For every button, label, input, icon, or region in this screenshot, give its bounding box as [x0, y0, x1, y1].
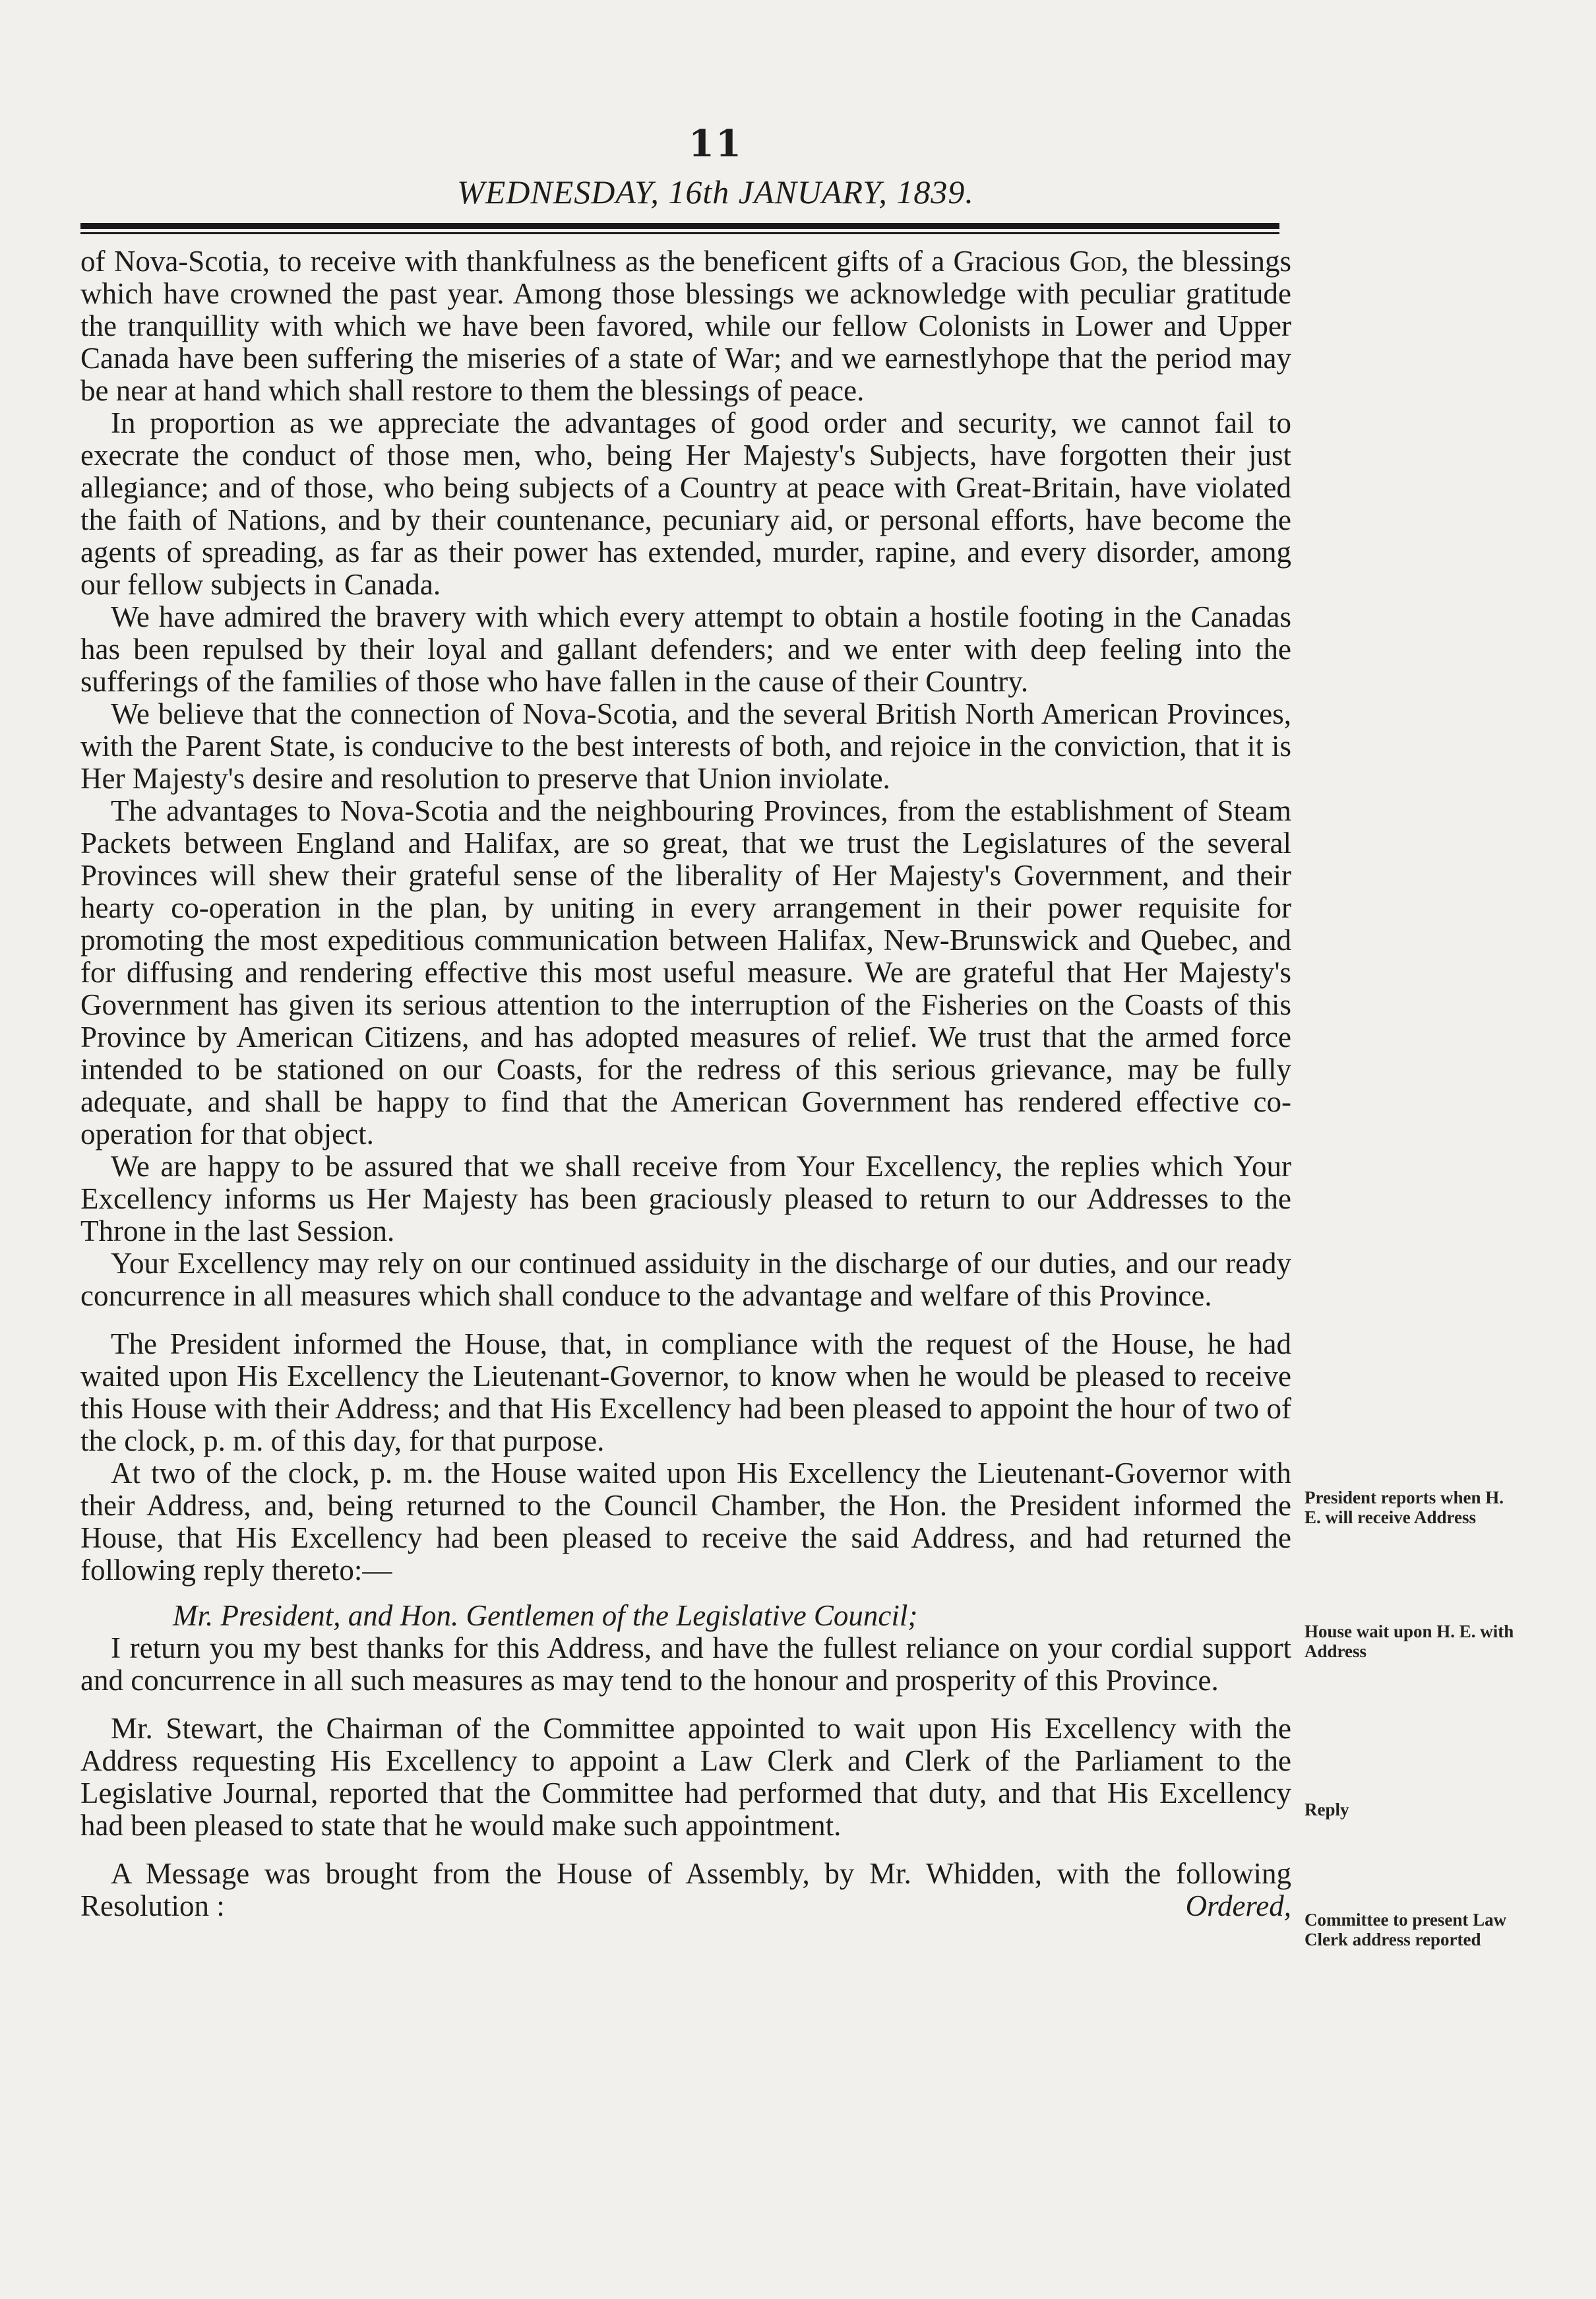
- president-report-paragraph: The President informed the House, that, in compliance with the request of the House, he had waited upon His Excellency the Lieutenant-Governor, to know when he would be pleased to receive this House with their Address; and that His Excellency had been pleased to appoint the hour of two of the clock, p. m. of this day, for that purpose.: [80, 1327, 1291, 1457]
- address-paragraph: of Nova-Scotia, to receive with thankfulness as the beneficent gifts of a Gracious God, the blessings which have crowned the past year. Among those blessings we acknowledge with peculiar gratitude the tranquillity with which we have been favored, while our fellow Colonists in Lower and Upper Canada have been suffering the miseries of a state of War; and we earnestlyhope that the period may be near at hand which shall restore to them the blessings of peace.: [80, 245, 1291, 407]
- catchword: Ordered,: [1185, 1889, 1291, 1922]
- margin-note-president-reports: President reports when H. E. will receive Address: [1304, 1488, 1504, 1527]
- page-number: 11: [689, 122, 743, 166]
- header-rule-thin: [80, 232, 1279, 234]
- journal-body: [80, 245, 1291, 1922]
- committee-report-paragraph: Mr. Stewart, the Chairman of the Committee appointed to wait upon His Excellency with the Address requesting His Excellency to appoint a Law Clerk and Clerk of the Parliament to the Legislative Journal, reported that the Committee had performed that duty, and that His Excellency had been pleased to state that he would make such appointment.: [80, 1712, 1291, 1842]
- message-paragraph: A Message was brought from the House of Assembly, by Mr. Whidden, with the following Resolution : Ordered,: [80, 1857, 1291, 1922]
- margin-note-house-wait: House wait upon H. E. with Address: [1304, 1622, 1514, 1661]
- house-waits-paragraph: At two of the clock, p. m. the House waited upon His Excellency the Lieutenant-Governor with their Address, and, being returned to the Council Chamber, the Hon. the President informed the House, that His Excellency had been pleased to receive the said Address, and had returned the following reply thereto:—: [80, 1457, 1291, 1587]
- reply-salutation: Mr. President, and Hon. Gentlemen of the Legislative Council;: [173, 1599, 918, 1632]
- address-paragraph: We have admired the bravery with which every attempt to obtain a hostile footing in the Canadas has been repulsed by their loyal and gallant defenders; and we enter with deep feeling into the sufferings of the families of those who have fallen in the cause of their Country.: [80, 600, 1291, 698]
- margin-note-committee: Committee to present Law Clerk address reported: [1304, 1910, 1507, 1949]
- margin-note-reply: Reply: [1304, 1800, 1349, 1819]
- address-paragraph: We are happy to be assured that we shall receive from Your Excellency, the replies which Your Excellency informs us Her Majesty has been graciously pleased to return to our Addresses to the Throne in the last Session.: [80, 1150, 1291, 1247]
- reply-paragraph: I return you my best thanks for this Address, and have the fullest reliance on your cordial support and concurrence in all such measures as may tend to the honour and prosperity of this Province.: [80, 1631, 1291, 1697]
- address-paragraph: Your Excellency may rely on our continued assiduity in the discharge of our duties, and our ready concurrence in all measures which shall conduce to the advantage and welfare of this Province.: [80, 1247, 1291, 1312]
- header-rule-thick: [80, 223, 1279, 229]
- address-paragraph: In proportion as we appreciate the advantages of good order and security, we cannot fail to execrate the conduct of those men, who, being Her Majesty's Subjects, have forgotten their just allegiance; and of those, who being subjects of a Country at peace with Great-Britain, have violated the faith of Nations, and by their countenance, pecuniary aid, or personal efforts, have become the agents of spreading, as far as their power has extended, murder, rapine, and every disorder, among our fellow subjects in Canada.: [80, 406, 1291, 601]
- address-paragraph: We believe that the connection of Nova-Scotia, and the several British North American Provinces, with the Parent State, is conducive to the best interests of both, and rejoice in the conviction, that it is Her Majesty's desire and resolution to preserve that Union inviolate.: [80, 697, 1291, 795]
- address-paragraph: The advantages to Nova-Scotia and the neighbouring Provinces, from the establishment of Steam Packets between England and Halifax, are so great, that we trust the Legislatures of the several Provinces will shew their grateful sense of the liberality of Her Majesty's Government, and their hearty co-operation in the plan, by uniting in every arrangement in their power requisite for promoting the most expeditious communication between Halifax, New-Brunswick and Quebec, and for diffusing and rendering effective this most useful measure. We are grateful that Her Majesty's Government has given its serious attention to the interruption of the Fisheries on the Coasts of this Province by American Citizens, and has adopted measures of relief. We trust that the armed force intended to be stationed on our Coasts, for the redress of this serious grievance, may be fully adequate, and shall be happy to find that the American Government has rendered effective co-operation for that object.: [80, 794, 1291, 1150]
- page-header-date: WEDNESDAY, 16th JANUARY, 1839.: [457, 173, 974, 210]
